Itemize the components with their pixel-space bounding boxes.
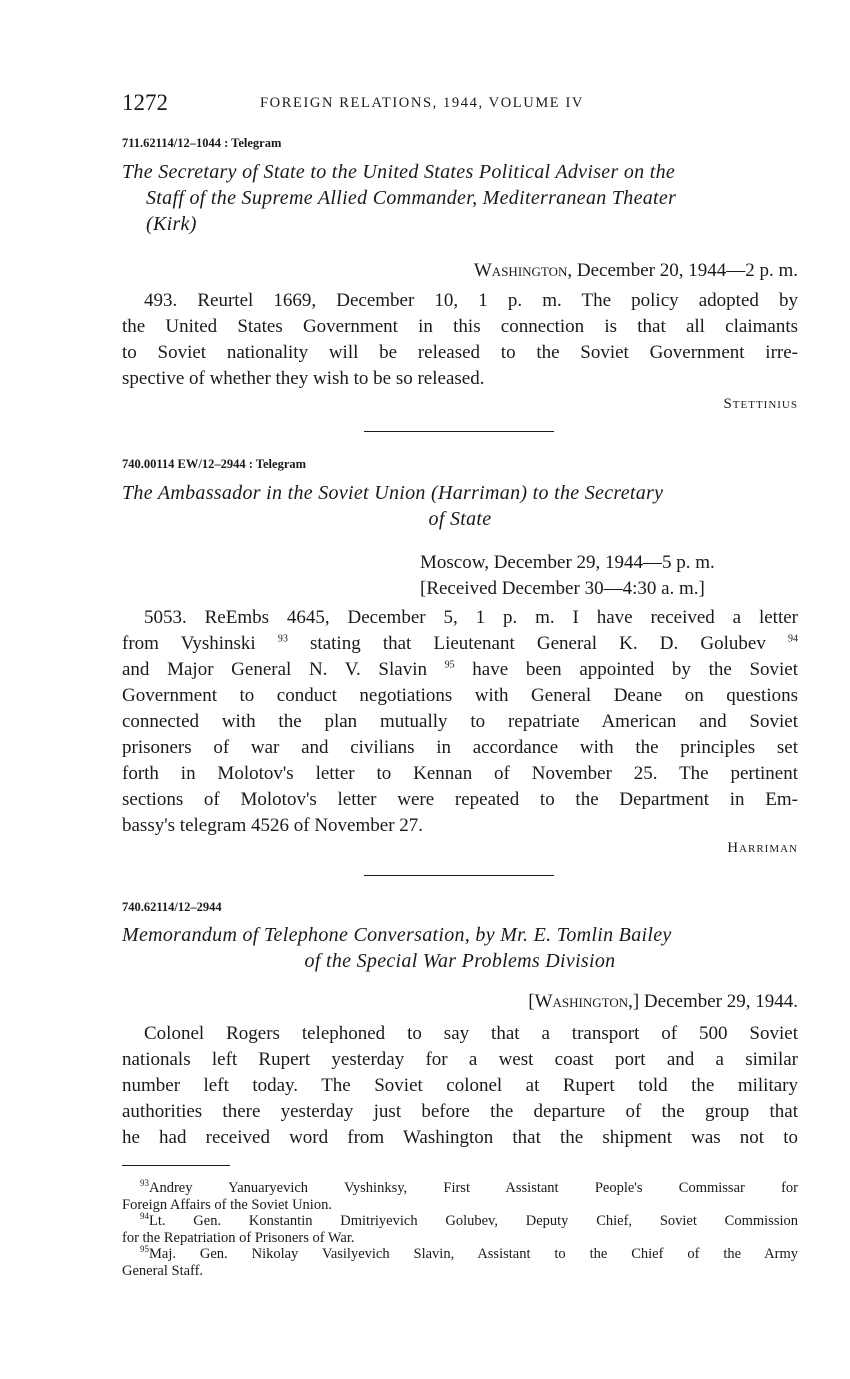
dateline-place: Washington bbox=[534, 991, 629, 1012]
section-divider bbox=[364, 875, 554, 876]
dateline bbox=[420, 550, 715, 602]
heading-line: Memorandum of Telephone Conversation, by Mr. E. Tomlin Bailey bbox=[122, 924, 672, 946]
body-text: have been appointed by the Soviet bbox=[472, 659, 798, 680]
document-heading bbox=[122, 922, 798, 974]
footnote-text: Maj. Gen. Nikolay Vasilyevich Slavin, Assistant to the Chief of the Army bbox=[149, 1246, 798, 1262]
body-line: authorities there yesterday just before the departure of the group that bbox=[122, 1101, 798, 1122]
page-number: 1272 bbox=[122, 90, 168, 115]
signature: Stettinius bbox=[723, 396, 798, 412]
body-line: sections of Molotov's letter were repeated to the Department in Em- bbox=[122, 789, 798, 810]
body-line: spective of whether they wish to be so released. bbox=[122, 368, 485, 389]
footnote-text: Andrey Yanuaryevich Vyshinksy, First Assistant People's Commissar for bbox=[149, 1180, 798, 1196]
body-line: number left today. The Soviet colonel at Rupert told the military bbox=[122, 1075, 798, 1096]
memorandum-body bbox=[122, 1021, 798, 1151]
footnote-number: 93 bbox=[140, 1178, 149, 1189]
body-line: he had received word from Washington that the shipment was not to bbox=[122, 1127, 798, 1148]
footnote-93 bbox=[122, 1180, 798, 1213]
body-line: Colonel Rogers telephoned to say that a transport of 500 Soviet bbox=[144, 1023, 798, 1044]
footnote-line bbox=[122, 1180, 798, 1197]
running-title: FOREIGN RELATIONS, 1944, VOLUME IV bbox=[260, 95, 584, 111]
footnote-text: Lt. Gen. Konstantin Dmitriyevich Golubev, Deputy Chief, Soviet Commission bbox=[149, 1213, 798, 1229]
body-line: connected with the plan mutually to repatriate American and Soviet bbox=[122, 711, 798, 732]
footnote-95 bbox=[122, 1246, 798, 1279]
body-text: from Vyshinski bbox=[122, 633, 256, 654]
footnote-ref-94: 94 bbox=[788, 633, 799, 645]
document-heading bbox=[122, 480, 798, 532]
running-head bbox=[122, 90, 798, 120]
signature: Harriman bbox=[727, 840, 798, 856]
footnote-number: 95 bbox=[140, 1244, 149, 1255]
dateline bbox=[474, 258, 798, 284]
heading-line: of the Special War Problems Division bbox=[304, 950, 616, 972]
body-line: to Soviet nationality will be released to the Soviet Government irre- bbox=[122, 342, 798, 363]
heading-line: The Secretary of State to the United States Political Adviser on the bbox=[122, 161, 676, 183]
body-text: stating that Lieutenant General K. D. Golubev bbox=[310, 633, 766, 654]
file-number: 740.00114 EW/12–2944 : Telegram bbox=[122, 457, 307, 471]
body-line: nationals left Rupert yesterday for a west coast port and a similar bbox=[122, 1049, 798, 1070]
received-note: [Received December 30—4:30 a. m.] bbox=[420, 578, 705, 599]
footnote-line: General Staff. bbox=[122, 1262, 204, 1279]
body-line: Government to conduct negotiations with General Deane on questions bbox=[122, 685, 798, 706]
footnote-line bbox=[122, 1213, 798, 1230]
footnote-rule bbox=[122, 1165, 230, 1166]
dateline-place-date: Moscow, December 29, 1944—5 p. m. bbox=[420, 552, 715, 573]
body-line: 5053. ReEmbs 4645, December 5, 1 p. m. I have received a letter bbox=[144, 607, 798, 628]
telegram-body bbox=[122, 288, 798, 392]
footnote-number: 94 bbox=[140, 1211, 149, 1222]
footnote-line: for the Repatriation of Prisoners of War. bbox=[122, 1229, 355, 1246]
heading-line: of State bbox=[428, 508, 492, 530]
body-line: 493. Reurtel 1669, December 10, 1 p. m. The policy adopted by bbox=[144, 290, 798, 311]
telegram-body bbox=[122, 605, 798, 839]
footnote-94 bbox=[122, 1213, 798, 1246]
dateline-place: Washington bbox=[473, 260, 568, 281]
footnotes bbox=[122, 1180, 798, 1279]
heading-line: The Ambassador in the Soviet Union (Harriman) to the Secretary bbox=[122, 482, 664, 504]
file-number: 711.62114/12–1044 : Telegram bbox=[122, 136, 282, 150]
heading-line: (Kirk) bbox=[146, 213, 197, 235]
dateline-bracket: [ bbox=[528, 991, 535, 1012]
body-line bbox=[122, 657, 798, 683]
dateline-date: , December 20, 1944—2 p. m. bbox=[567, 260, 798, 281]
footnote-line bbox=[122, 1246, 798, 1263]
body-line bbox=[122, 631, 798, 657]
heading-line: Staff of the Supreme Allied Commander, Mediterranean Theater bbox=[146, 187, 677, 209]
section-divider bbox=[364, 431, 554, 432]
footnote-ref-93: 93 bbox=[277, 633, 288, 645]
body-line: forth in Molotov's letter to Kennan of November 25. The pertinent bbox=[122, 763, 798, 784]
dateline bbox=[528, 989, 798, 1015]
file-number: 740.62114/12–2944 bbox=[122, 900, 222, 914]
document-heading bbox=[122, 159, 798, 237]
body-text: and Major General N. V. Slavin bbox=[122, 659, 427, 680]
footnote-ref-95: 95 bbox=[444, 659, 455, 671]
body-line: the United States Government in this connection is that all claimants bbox=[122, 316, 798, 337]
footnote-line: Foreign Affairs of the Soviet Union. bbox=[122, 1196, 332, 1213]
dateline-date: ,] December 29, 1944. bbox=[628, 991, 798, 1012]
body-line: bassy's telegram 4526 of November 27. bbox=[122, 815, 424, 836]
body-line: prisoners of war and civilians in accordance with the principles set bbox=[122, 737, 798, 758]
